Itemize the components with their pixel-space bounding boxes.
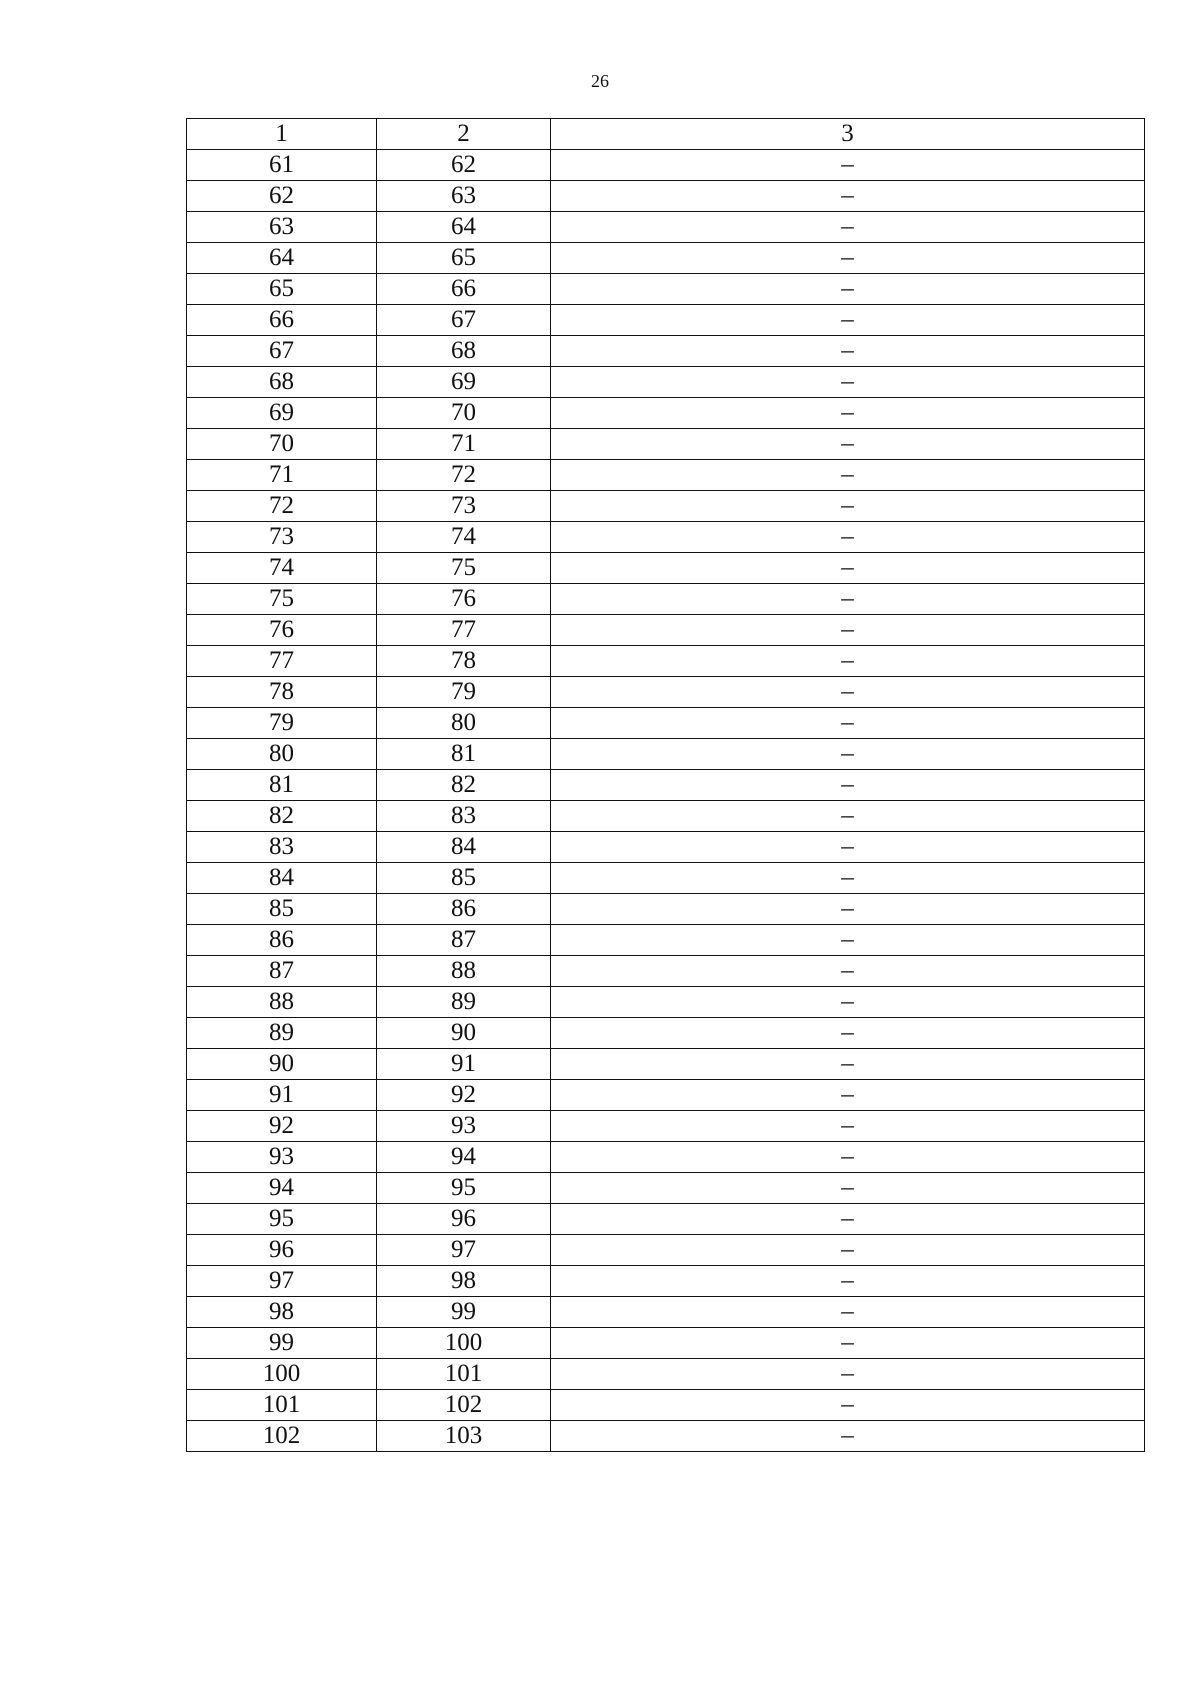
table-row [187, 1018, 1145, 1049]
table-cell-col-1: 94 [187, 1173, 377, 1204]
table-row [187, 491, 1145, 522]
table-cell-col-2: 89 [377, 987, 551, 1018]
table-row [187, 553, 1145, 584]
table-cell-col-2: 103 [377, 1421, 551, 1452]
table-row [187, 367, 1145, 398]
table-row [187, 801, 1145, 832]
table-cell-col-1: 85 [187, 894, 377, 925]
table-cell-col-3: – [551, 553, 1145, 584]
table-cell-col-1: 80 [187, 739, 377, 770]
table-cell-col-3: – [551, 1142, 1145, 1173]
table-cell-col-3: – [551, 460, 1145, 491]
header-cell-col-3: 3 [551, 119, 1145, 150]
table-cell-col-2: 72 [377, 460, 551, 491]
table-row [187, 1359, 1145, 1390]
table-cell-col-3: – [551, 1111, 1145, 1142]
table-cell-col-3: – [551, 739, 1145, 770]
table-cell-col-2: 69 [377, 367, 551, 398]
table-cell-col-2: 71 [377, 429, 551, 460]
table-row [187, 708, 1145, 739]
table-cell-col-1: 69 [187, 398, 377, 429]
table-cell-col-3: – [551, 894, 1145, 925]
table-cell-col-1: 98 [187, 1297, 377, 1328]
table-cell-col-2: 62 [377, 150, 551, 181]
table-cell-col-3: – [551, 1328, 1145, 1359]
table-cell-col-1: 86 [187, 925, 377, 956]
table-cell-col-2: 94 [377, 1142, 551, 1173]
table-cell-col-1: 96 [187, 1235, 377, 1266]
table-cell-col-3: – [551, 1173, 1145, 1204]
table-cell-col-1: 101 [187, 1390, 377, 1421]
table-cell-col-1: 63 [187, 212, 377, 243]
header-cell-col-2: 2 [377, 119, 551, 150]
table-row [187, 1142, 1145, 1173]
table-row [187, 584, 1145, 615]
table-cell-col-3: – [551, 181, 1145, 212]
table-cell-col-2: 100 [377, 1328, 551, 1359]
table-cell-col-3: – [551, 1018, 1145, 1049]
table-cell-col-3: – [551, 1421, 1145, 1452]
table-cell-col-2: 65 [377, 243, 551, 274]
table-cell-col-3: – [551, 863, 1145, 894]
table-cell-col-3: – [551, 429, 1145, 460]
table-cell-col-3: – [551, 150, 1145, 181]
table-row [187, 739, 1145, 770]
table-cell-col-1: 68 [187, 367, 377, 398]
table-cell-col-2: 84 [377, 832, 551, 863]
table-cell-col-1: 66 [187, 305, 377, 336]
table-cell-col-2: 98 [377, 1266, 551, 1297]
table-cell-col-2: 88 [377, 956, 551, 987]
table-cell-col-3: – [551, 1049, 1145, 1080]
table-row [187, 336, 1145, 367]
table-row [187, 1111, 1145, 1142]
table-cell-col-2: 64 [377, 212, 551, 243]
table-cell-col-2: 70 [377, 398, 551, 429]
table-row [187, 956, 1145, 987]
table-cell-col-2: 83 [377, 801, 551, 832]
table-cell-col-2: 77 [377, 615, 551, 646]
table-cell-col-3: – [551, 1266, 1145, 1297]
table-row [187, 1049, 1145, 1080]
table-row [187, 677, 1145, 708]
table-cell-col-3: – [551, 336, 1145, 367]
table-cell-col-2: 96 [377, 1204, 551, 1235]
table-cell-col-2: 93 [377, 1111, 551, 1142]
table-cell-col-2: 101 [377, 1359, 551, 1390]
table-cell-col-3: – [551, 584, 1145, 615]
table-row [187, 615, 1145, 646]
table-cell-col-1: 91 [187, 1080, 377, 1111]
table-cell-col-3: – [551, 770, 1145, 801]
table-cell-col-3: – [551, 398, 1145, 429]
table-cell-col-1: 88 [187, 987, 377, 1018]
table-cell-col-1: 64 [187, 243, 377, 274]
table-row [187, 832, 1145, 863]
table-row [187, 398, 1145, 429]
table-cell-col-1: 99 [187, 1328, 377, 1359]
table-cell-col-3: – [551, 615, 1145, 646]
table-cell-col-3: – [551, 832, 1145, 863]
data-table-container [186, 118, 1144, 1452]
table-cell-col-3: – [551, 708, 1145, 739]
table-cell-col-1: 97 [187, 1266, 377, 1297]
table-cell-col-2: 95 [377, 1173, 551, 1204]
table-cell-col-2: 75 [377, 553, 551, 584]
table-row [187, 1390, 1145, 1421]
table-cell-col-2: 74 [377, 522, 551, 553]
data-table [186, 118, 1145, 1452]
table-cell-col-1: 75 [187, 584, 377, 615]
table-cell-col-1: 65 [187, 274, 377, 305]
table-row [187, 646, 1145, 677]
table-cell-col-2: 80 [377, 708, 551, 739]
table-cell-col-1: 87 [187, 956, 377, 987]
table-cell-col-2: 76 [377, 584, 551, 615]
table-row [187, 181, 1145, 212]
table-cell-col-3: – [551, 367, 1145, 398]
table-row [187, 1328, 1145, 1359]
table-cell-col-3: – [551, 1359, 1145, 1390]
table-row [187, 212, 1145, 243]
table-row [187, 274, 1145, 305]
table-cell-col-2: 90 [377, 1018, 551, 1049]
table-cell-col-3: – [551, 305, 1145, 336]
table-row [187, 1297, 1145, 1328]
table-cell-col-1: 95 [187, 1204, 377, 1235]
table-cell-col-3: – [551, 1390, 1145, 1421]
table-cell-col-1: 78 [187, 677, 377, 708]
table-cell-col-1: 82 [187, 801, 377, 832]
table-header-row [187, 119, 1145, 150]
table-cell-col-2: 91 [377, 1049, 551, 1080]
table-cell-col-3: – [551, 987, 1145, 1018]
table-cell-col-3: – [551, 677, 1145, 708]
table-cell-col-3: – [551, 646, 1145, 677]
table-cell-col-3: – [551, 1235, 1145, 1266]
table-cell-col-1: 92 [187, 1111, 377, 1142]
table-row [187, 863, 1145, 894]
table-cell-col-1: 81 [187, 770, 377, 801]
table-cell-col-2: 63 [377, 181, 551, 212]
table-cell-col-1: 76 [187, 615, 377, 646]
table-cell-col-2: 79 [377, 677, 551, 708]
table-cell-col-3: – [551, 801, 1145, 832]
table-cell-col-1: 61 [187, 150, 377, 181]
table-cell-col-3: – [551, 956, 1145, 987]
table-cell-col-3: – [551, 1297, 1145, 1328]
table-cell-col-1: 73 [187, 522, 377, 553]
table-cell-col-1: 62 [187, 181, 377, 212]
table-cell-col-1: 71 [187, 460, 377, 491]
table-cell-col-1: 67 [187, 336, 377, 367]
table-body [187, 119, 1145, 1452]
table-cell-col-2: 68 [377, 336, 551, 367]
table-row [187, 305, 1145, 336]
table-cell-col-1: 70 [187, 429, 377, 460]
table-cell-col-3: – [551, 212, 1145, 243]
table-cell-col-2: 67 [377, 305, 551, 336]
header-cell-col-1: 1 [187, 119, 377, 150]
table-cell-col-2: 85 [377, 863, 551, 894]
table-row [187, 894, 1145, 925]
page-number: 26 [591, 71, 609, 91]
table-row [187, 925, 1145, 956]
table-cell-col-2: 82 [377, 770, 551, 801]
table-cell-col-2: 66 [377, 274, 551, 305]
table-cell-col-3: – [551, 243, 1145, 274]
table-row [187, 522, 1145, 553]
table-cell-col-1: 100 [187, 1359, 377, 1390]
table-cell-col-3: – [551, 1204, 1145, 1235]
table-cell-col-1: 83 [187, 832, 377, 863]
table-cell-col-1: 77 [187, 646, 377, 677]
table-cell-col-2: 97 [377, 1235, 551, 1266]
table-row [187, 1204, 1145, 1235]
table-row [187, 770, 1145, 801]
table-cell-col-2: 92 [377, 1080, 551, 1111]
table-cell-col-1: 102 [187, 1421, 377, 1452]
table-row [187, 1235, 1145, 1266]
table-cell-col-3: – [551, 274, 1145, 305]
table-row [187, 1173, 1145, 1204]
table-cell-col-1: 89 [187, 1018, 377, 1049]
table-row [187, 429, 1145, 460]
table-cell-col-2: 87 [377, 925, 551, 956]
table-row [187, 243, 1145, 274]
table-cell-col-3: – [551, 491, 1145, 522]
table-cell-col-1: 79 [187, 708, 377, 739]
table-cell-col-2: 78 [377, 646, 551, 677]
table-cell-col-3: – [551, 1080, 1145, 1111]
table-row [187, 150, 1145, 181]
table-row [187, 460, 1145, 491]
table-cell-col-1: 93 [187, 1142, 377, 1173]
table-row [187, 1080, 1145, 1111]
table-cell-col-2: 99 [377, 1297, 551, 1328]
table-cell-col-2: 73 [377, 491, 551, 522]
table-cell-col-3: – [551, 522, 1145, 553]
table-cell-col-1: 90 [187, 1049, 377, 1080]
table-row [187, 987, 1145, 1018]
table-cell-col-3: – [551, 925, 1145, 956]
table-row [187, 1266, 1145, 1297]
table-cell-col-1: 72 [187, 491, 377, 522]
table-cell-col-2: 86 [377, 894, 551, 925]
table-row [187, 1421, 1145, 1452]
table-cell-col-1: 84 [187, 863, 377, 894]
table-cell-col-2: 102 [377, 1390, 551, 1421]
table-cell-col-2: 81 [377, 739, 551, 770]
table-cell-col-1: 74 [187, 553, 377, 584]
